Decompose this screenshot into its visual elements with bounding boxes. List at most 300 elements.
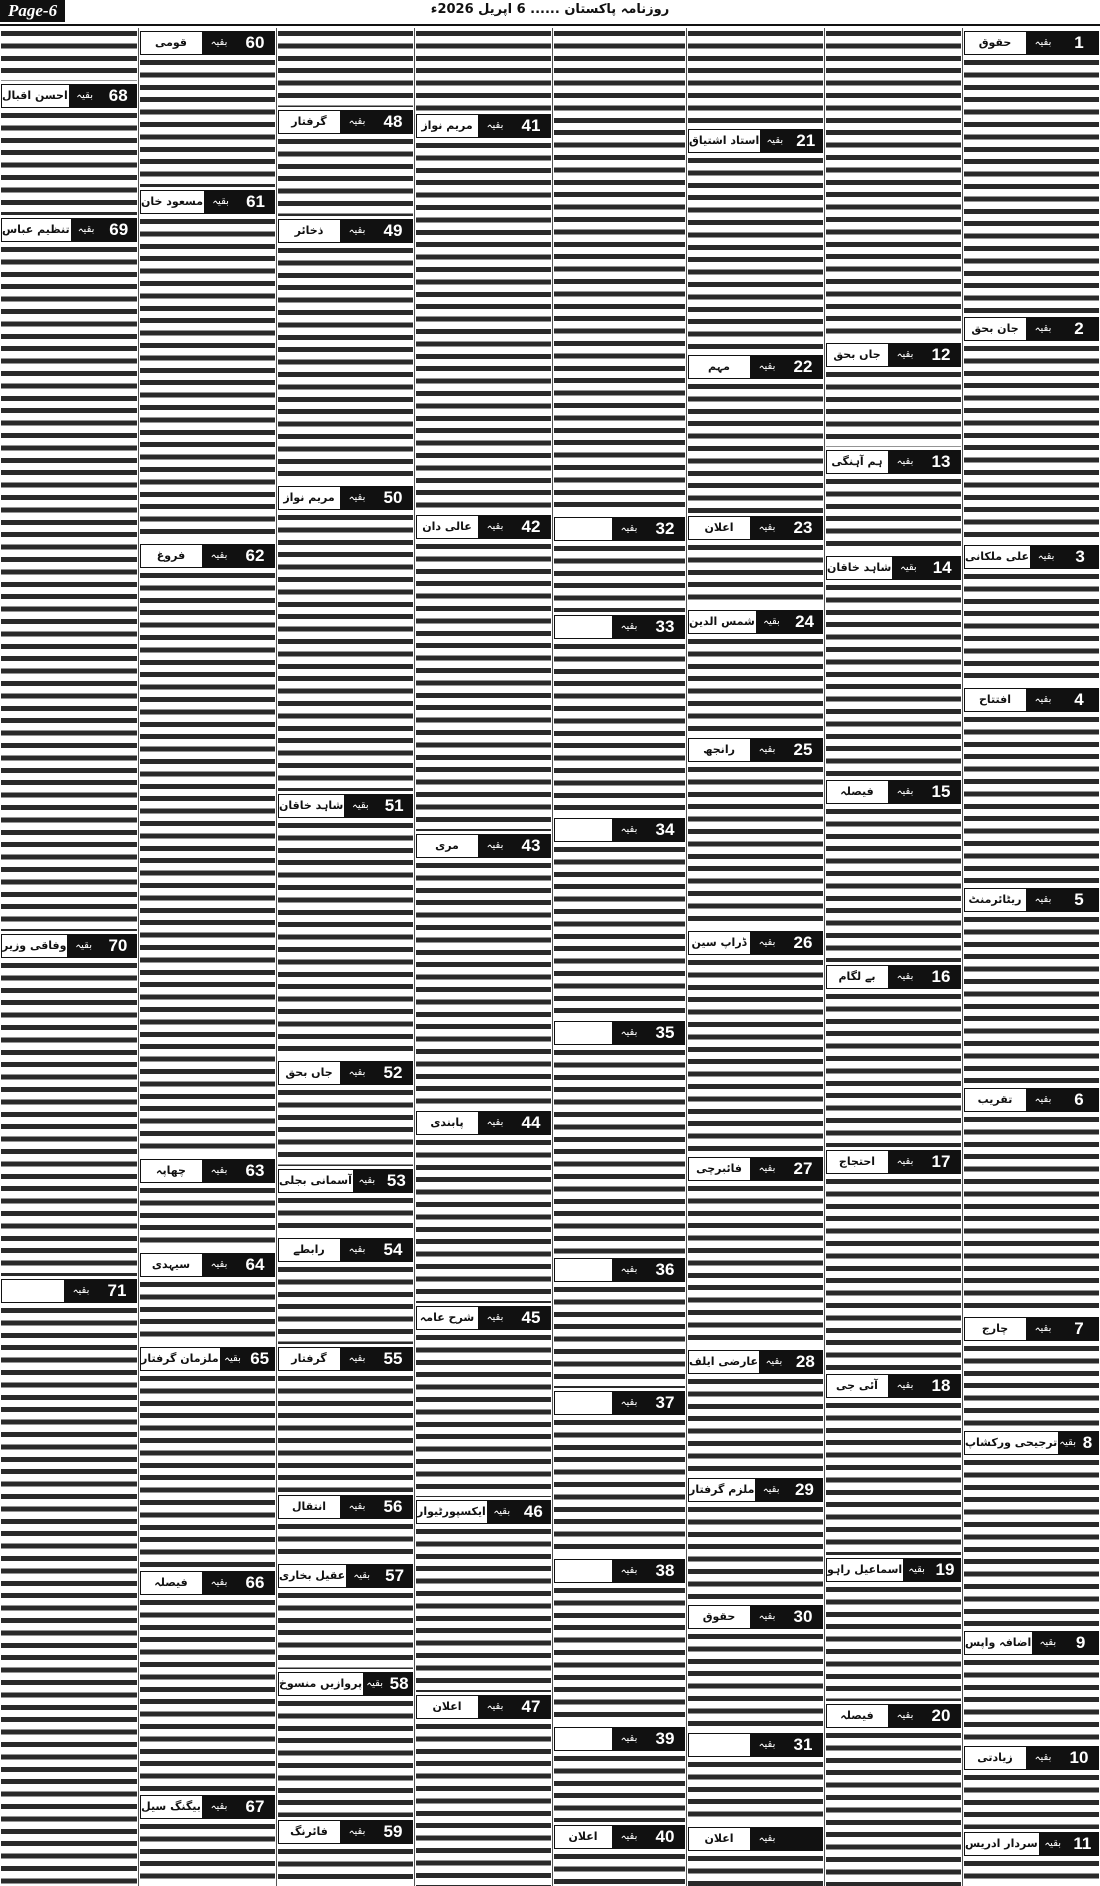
section-number: 37 bbox=[646, 1392, 684, 1414]
section-title: احتجاج bbox=[827, 1151, 887, 1173]
continuation-section bbox=[964, 885, 1099, 1085]
section-number: 52 bbox=[374, 1062, 412, 1084]
continuation-section bbox=[278, 791, 413, 1058]
baqiya-label: بقیہ bbox=[339, 1062, 374, 1084]
section-title: زیادتی bbox=[965, 1747, 1025, 1769]
baqiya-label: بقیہ bbox=[70, 219, 102, 241]
baqiya-label: بقیہ bbox=[477, 1112, 512, 1134]
section-header bbox=[278, 1672, 413, 1696]
continuation-section bbox=[964, 542, 1099, 685]
section-header bbox=[688, 355, 823, 379]
continuation-section bbox=[140, 541, 275, 1155]
news-column bbox=[276, 28, 414, 1886]
section-title: شرح عامہ bbox=[417, 1307, 477, 1329]
news-column bbox=[552, 28, 686, 1886]
baqiya-label: بقیہ bbox=[477, 516, 512, 538]
article-text-block bbox=[688, 1631, 823, 1729]
article-text-block bbox=[554, 1753, 685, 1822]
section-header bbox=[688, 738, 823, 762]
section-number: 65 bbox=[245, 1348, 274, 1370]
article-text-block bbox=[964, 914, 1099, 1085]
section-title: انتقال bbox=[279, 1496, 339, 1518]
section-title: فائرنگ bbox=[279, 1821, 339, 1843]
section-header bbox=[1, 218, 137, 242]
article-text-block bbox=[278, 1195, 413, 1235]
article-text-block bbox=[278, 1698, 413, 1817]
baqiya-label: بقیہ bbox=[68, 85, 101, 107]
continuation-section bbox=[688, 1475, 823, 1602]
section-header bbox=[554, 1825, 685, 1849]
section-title: عقیل بخاری bbox=[279, 1565, 345, 1587]
article-text-block bbox=[554, 1047, 685, 1255]
article-text-block bbox=[140, 1597, 275, 1792]
baqiya-label: بقیہ bbox=[343, 795, 376, 817]
section-title bbox=[555, 1392, 611, 1414]
section-header bbox=[554, 615, 685, 639]
section-header bbox=[826, 556, 961, 580]
baqiya-label: بقیہ bbox=[759, 130, 789, 152]
section-number: 7 bbox=[1060, 1318, 1098, 1340]
section-header bbox=[688, 1733, 823, 1757]
section-number: 68 bbox=[101, 85, 136, 107]
baqiya-label: بقیہ bbox=[477, 835, 512, 857]
section-header bbox=[278, 1061, 413, 1085]
section-number: 16 bbox=[922, 966, 960, 988]
section-header bbox=[416, 515, 551, 539]
section-header bbox=[1, 1279, 137, 1303]
baqiya-label: بقیہ bbox=[754, 1479, 786, 1501]
baqiya-label: بقیہ bbox=[887, 1705, 922, 1727]
continuation-section bbox=[140, 1792, 275, 1886]
section-number: 30 bbox=[784, 1606, 822, 1628]
section-title: سیہدی bbox=[141, 1254, 201, 1276]
section-number: 18 bbox=[922, 1375, 960, 1397]
section-title: اضافہ واپس bbox=[965, 1632, 1031, 1654]
continuation-section bbox=[278, 483, 413, 790]
section-number: 51 bbox=[376, 795, 412, 817]
section-number: 31 bbox=[784, 1734, 822, 1756]
article-text-block bbox=[416, 1721, 551, 1886]
article-text-block bbox=[826, 1584, 961, 1701]
continuation-section bbox=[1, 81, 137, 216]
section-title: ذخائر bbox=[279, 220, 339, 242]
baqiya-label: بقیہ bbox=[1025, 1747, 1060, 1769]
section-title bbox=[689, 1734, 749, 1756]
section-header bbox=[688, 931, 823, 955]
section-title: مری bbox=[417, 835, 477, 857]
continuation-section bbox=[416, 1303, 551, 1498]
baqiya-label: بقیہ bbox=[201, 1160, 236, 1182]
article-text-block bbox=[688, 1183, 823, 1347]
section-number: 59 bbox=[374, 1821, 412, 1843]
article-text-block bbox=[688, 1376, 823, 1474]
section-header bbox=[688, 1605, 823, 1629]
section-number: 6 bbox=[1060, 1089, 1098, 1111]
section-number: 10 bbox=[1060, 1747, 1098, 1769]
article-text-block bbox=[278, 1521, 413, 1561]
section-title: پروازیں منسوخ bbox=[279, 1673, 362, 1695]
baqiya-label: بقیہ bbox=[201, 1572, 236, 1594]
section-title bbox=[555, 1560, 611, 1582]
section-header bbox=[554, 818, 685, 842]
continuation-section bbox=[1, 931, 137, 1277]
article-text-block bbox=[416, 1137, 551, 1303]
continuation-section bbox=[1, 28, 137, 81]
continuation-section bbox=[688, 1154, 823, 1347]
section-number: 62 bbox=[236, 545, 274, 567]
section-title bbox=[555, 616, 611, 638]
section-number: 41 bbox=[512, 115, 550, 137]
section-header bbox=[416, 1306, 551, 1330]
section-title: فیصلہ bbox=[827, 1705, 887, 1727]
section-title: مریم نواز bbox=[279, 487, 339, 509]
article-text-block bbox=[964, 1657, 1099, 1743]
continuation-section bbox=[826, 777, 961, 962]
news-column bbox=[0, 28, 138, 1886]
article-text-block bbox=[826, 806, 961, 962]
continuation-section bbox=[964, 1314, 1099, 1429]
section-header bbox=[964, 888, 1099, 912]
article-text-block bbox=[278, 1087, 413, 1166]
section-header bbox=[688, 1827, 823, 1851]
article-text-block bbox=[688, 957, 823, 1154]
baqiya-label: بقیہ bbox=[749, 1734, 784, 1756]
section-title: افتتاح bbox=[965, 689, 1025, 711]
page-label: Page-6 bbox=[0, 0, 65, 22]
section-number: 38 bbox=[646, 1560, 684, 1582]
page-header bbox=[0, 0, 1100, 26]
continuation-section bbox=[278, 1669, 413, 1817]
section-header bbox=[688, 610, 823, 634]
section-title: مسعود خان bbox=[141, 191, 203, 213]
section-header bbox=[554, 1391, 685, 1415]
section-header bbox=[140, 1571, 275, 1595]
section-header bbox=[964, 1088, 1099, 1112]
section-number: 50 bbox=[374, 487, 412, 509]
article-text-block bbox=[826, 1730, 961, 1886]
continuation-section bbox=[278, 1235, 413, 1343]
baqiya-label: بقیہ bbox=[749, 1158, 784, 1180]
section-title: عالی دان bbox=[417, 516, 477, 538]
article-text-block bbox=[688, 764, 823, 928]
continuation-section bbox=[826, 1147, 961, 1371]
section-header bbox=[140, 1347, 275, 1371]
article-text-block bbox=[140, 57, 275, 187]
section-title: جان بحق bbox=[965, 318, 1025, 340]
section-number: 53 bbox=[381, 1170, 412, 1192]
baqiya-label: بقیہ bbox=[339, 1496, 374, 1518]
baqiya-label: بقیہ bbox=[201, 1796, 236, 1818]
continuation-section bbox=[416, 1108, 551, 1303]
section-number bbox=[784, 1828, 822, 1850]
section-title bbox=[555, 1022, 611, 1044]
baqiya-label: بقیہ bbox=[887, 781, 922, 803]
continuation-section bbox=[688, 928, 823, 1154]
section-header bbox=[964, 688, 1099, 712]
section-header bbox=[554, 1727, 685, 1751]
continuation-section bbox=[688, 352, 823, 512]
baqiya-label: بقیہ bbox=[749, 932, 784, 954]
baqiya-label: بقیہ bbox=[339, 487, 374, 509]
section-title: رابطے bbox=[279, 1239, 339, 1261]
continuation-section bbox=[416, 512, 551, 831]
article-text-block bbox=[964, 1772, 1099, 1829]
baqiya-label: بقیہ bbox=[887, 344, 922, 366]
section-number: 42 bbox=[512, 516, 550, 538]
section-number: 64 bbox=[236, 1254, 274, 1276]
section-header bbox=[140, 31, 275, 55]
section-title: فروغ bbox=[141, 545, 201, 567]
section-header bbox=[964, 1746, 1099, 1770]
section-header bbox=[554, 517, 685, 541]
section-title bbox=[2, 1280, 63, 1302]
baqiya-label: بقیہ bbox=[887, 451, 922, 473]
article-text-block bbox=[964, 1858, 1099, 1886]
section-number: 20 bbox=[922, 1705, 960, 1727]
continuation-section bbox=[826, 28, 961, 340]
continuation-section bbox=[964, 28, 1099, 314]
continuation-section bbox=[140, 1156, 275, 1250]
continuation-section bbox=[140, 1344, 275, 1568]
baqiya-label: بقیہ bbox=[611, 1259, 646, 1281]
section-number: 24 bbox=[787, 611, 822, 633]
section-header bbox=[964, 545, 1099, 569]
article-text-block bbox=[416, 140, 551, 512]
section-title: فائبرچی bbox=[689, 1158, 749, 1180]
baqiya-label: بقیہ bbox=[486, 1501, 517, 1523]
section-header bbox=[964, 1832, 1099, 1856]
section-number: 54 bbox=[374, 1239, 412, 1261]
section-number: 70 bbox=[100, 935, 136, 957]
section-number: 40 bbox=[646, 1826, 684, 1848]
section-header bbox=[140, 544, 275, 568]
section-number: 45 bbox=[512, 1307, 550, 1329]
section-title: ملزم گرفتار bbox=[689, 1479, 754, 1501]
baqiya-label: بقیہ bbox=[611, 1560, 646, 1582]
article-text-block bbox=[826, 991, 961, 1147]
continuation-section bbox=[278, 1344, 413, 1492]
article-text-block bbox=[278, 1373, 413, 1492]
section-number: 8 bbox=[1077, 1432, 1098, 1454]
article-text-block bbox=[140, 1821, 275, 1886]
section-number: 46 bbox=[517, 1501, 550, 1523]
baqiya-label: بقیہ bbox=[1025, 318, 1060, 340]
dateline: روزنامہ پاکستان ...... 6 اپریل 2026ء bbox=[430, 2, 670, 17]
continuation-section bbox=[826, 1555, 961, 1701]
baqiya-label: بقیہ bbox=[477, 1696, 512, 1718]
continuation-section bbox=[278, 1561, 413, 1669]
section-number: 2 bbox=[1060, 318, 1098, 340]
section-number: 49 bbox=[374, 220, 412, 242]
baqiya-label: بقیہ bbox=[345, 1565, 377, 1587]
article-text-block bbox=[688, 381, 823, 512]
section-number: 36 bbox=[646, 1259, 684, 1281]
section-title: فیصلہ bbox=[141, 1572, 201, 1594]
section-title: چھاپہ bbox=[141, 1160, 201, 1182]
article-text-block bbox=[1, 28, 137, 81]
continuation-section bbox=[688, 1730, 823, 1825]
section-title: قومی bbox=[141, 32, 201, 54]
section-header bbox=[278, 110, 413, 134]
section-header bbox=[964, 1317, 1099, 1341]
section-number: 1 bbox=[1060, 32, 1098, 54]
continuation-section bbox=[688, 126, 823, 352]
continuation-section bbox=[964, 1428, 1099, 1628]
section-title: اسماعیل راہو bbox=[827, 1559, 902, 1581]
section-number: 48 bbox=[374, 111, 412, 133]
news-column bbox=[414, 28, 552, 1886]
continuation-section bbox=[278, 1817, 413, 1886]
continuation-section bbox=[140, 187, 275, 541]
section-title: اعلان bbox=[555, 1826, 611, 1848]
baqiya-label: بقیہ bbox=[201, 1254, 236, 1276]
baqiya-label: بقیہ bbox=[887, 1151, 922, 1173]
section-header bbox=[1, 84, 137, 108]
article-text-block bbox=[278, 512, 413, 790]
article-text-block bbox=[140, 570, 275, 1155]
section-header bbox=[826, 780, 961, 804]
continuation-section bbox=[554, 1822, 685, 1886]
article-text-block bbox=[140, 1373, 275, 1568]
continuation-section bbox=[964, 685, 1099, 885]
section-title: حقوق bbox=[965, 32, 1025, 54]
section-title: تقریب bbox=[965, 1089, 1025, 1111]
article-text-block bbox=[826, 476, 961, 554]
baqiya-label: بقیہ bbox=[902, 1559, 930, 1581]
section-header bbox=[278, 794, 413, 818]
baqiya-label: بقیہ bbox=[611, 616, 646, 638]
article-text-block bbox=[278, 245, 413, 483]
baqiya-label: بقیہ bbox=[1025, 1089, 1060, 1111]
continuation-section bbox=[688, 1347, 823, 1474]
section-number: 66 bbox=[236, 1572, 274, 1594]
article-text-block bbox=[278, 28, 413, 107]
baqiya-label: بقیہ bbox=[749, 1606, 784, 1628]
article-text-block bbox=[826, 582, 961, 777]
baqiya-label: بقیہ bbox=[219, 1348, 246, 1370]
baqiya-label: بقیہ bbox=[887, 966, 922, 988]
section-header bbox=[688, 516, 823, 540]
section-number: 17 bbox=[922, 1151, 960, 1173]
article-text-block bbox=[688, 1504, 823, 1602]
section-header bbox=[826, 1374, 961, 1398]
continuation-section bbox=[964, 1628, 1099, 1743]
baqiya-label: بقیہ bbox=[339, 1821, 374, 1843]
article-text-block bbox=[964, 57, 1099, 314]
section-header bbox=[554, 1021, 685, 1045]
baqiya-label: بقیہ bbox=[63, 1280, 98, 1302]
section-number: 13 bbox=[922, 451, 960, 473]
article-text-block bbox=[278, 136, 413, 215]
baqiya-label: بقیہ bbox=[66, 935, 99, 957]
section-title: جاں بحق bbox=[279, 1062, 339, 1084]
section-title: بیگنگ سیل bbox=[141, 1796, 201, 1818]
section-header bbox=[140, 1253, 275, 1277]
section-number: 44 bbox=[512, 1112, 550, 1134]
continuation-section bbox=[554, 612, 685, 815]
baqiya-label: بقیہ bbox=[1025, 1318, 1060, 1340]
section-header bbox=[1, 934, 137, 958]
baqiya-label: بقیہ bbox=[339, 220, 374, 242]
continuation-section bbox=[688, 1602, 823, 1729]
section-title: گرفتار bbox=[279, 111, 339, 133]
section-title: شمس الدین bbox=[689, 611, 755, 633]
section-title: تنظیم عباس bbox=[2, 219, 70, 241]
article-text-block bbox=[688, 1853, 823, 1886]
article-text-block bbox=[554, 844, 685, 1018]
article-text-block bbox=[964, 1114, 1099, 1314]
section-header bbox=[278, 1238, 413, 1262]
article-text-block bbox=[416, 541, 551, 831]
section-header bbox=[278, 1347, 413, 1371]
section-title: آئی جی bbox=[827, 1375, 887, 1397]
article-text-block bbox=[964, 571, 1099, 685]
baqiya-label: بقیہ bbox=[203, 191, 237, 213]
continuation-section bbox=[416, 111, 551, 512]
continuation-section bbox=[278, 1492, 413, 1561]
section-title: پابندی bbox=[417, 1112, 477, 1134]
section-title: علی ملکانی bbox=[965, 546, 1029, 568]
continuation-section bbox=[140, 1250, 275, 1344]
section-title: شاہد خاقان bbox=[827, 557, 891, 579]
article-text-block bbox=[1, 110, 137, 216]
baqiya-label: بقیہ bbox=[201, 545, 236, 567]
article-text-block bbox=[554, 641, 685, 815]
section-header bbox=[826, 1150, 961, 1174]
baqiya-label: بقیہ bbox=[339, 1239, 374, 1261]
section-title: آسمانی بجلی bbox=[279, 1170, 352, 1192]
baqiya-label: بقیہ bbox=[352, 1170, 381, 1192]
continuation-section bbox=[964, 1085, 1099, 1314]
article-text-block bbox=[554, 543, 685, 612]
article-text-block bbox=[688, 28, 823, 126]
baqiya-label: بقیہ bbox=[339, 1348, 374, 1370]
continuation-section bbox=[554, 1018, 685, 1255]
section-header bbox=[416, 114, 551, 138]
section-number: 39 bbox=[646, 1728, 684, 1750]
section-number: 27 bbox=[784, 1158, 822, 1180]
section-header bbox=[278, 1820, 413, 1844]
section-header bbox=[964, 317, 1099, 341]
article-text-block bbox=[554, 28, 685, 514]
section-header bbox=[416, 1500, 551, 1524]
baqiya-label: بقیہ bbox=[362, 1673, 386, 1695]
section-number: 61 bbox=[237, 191, 274, 213]
section-number: 21 bbox=[789, 130, 822, 152]
section-number: 23 bbox=[784, 517, 822, 539]
continuation-section bbox=[964, 1829, 1099, 1886]
section-title: استاد اشتیاق bbox=[689, 130, 759, 152]
continuation-section bbox=[964, 1743, 1099, 1829]
section-title: احسن اقبال bbox=[2, 85, 68, 107]
section-number: 3 bbox=[1062, 546, 1098, 568]
article-text-block bbox=[416, 1332, 551, 1498]
section-number: 43 bbox=[512, 835, 550, 857]
article-text-block bbox=[1, 1305, 137, 1886]
section-header bbox=[826, 965, 961, 989]
article-text-block bbox=[964, 1343, 1099, 1429]
section-number: 47 bbox=[512, 1696, 550, 1718]
news-column bbox=[824, 28, 962, 1886]
continuation-section bbox=[688, 735, 823, 928]
section-title: حقوق bbox=[689, 1606, 749, 1628]
continuation-section bbox=[826, 340, 961, 447]
section-header bbox=[964, 31, 1099, 55]
continuation-section bbox=[278, 107, 413, 215]
section-number: 69 bbox=[101, 219, 136, 241]
article-text-block bbox=[140, 216, 275, 541]
section-title: رانجھ bbox=[689, 739, 749, 761]
